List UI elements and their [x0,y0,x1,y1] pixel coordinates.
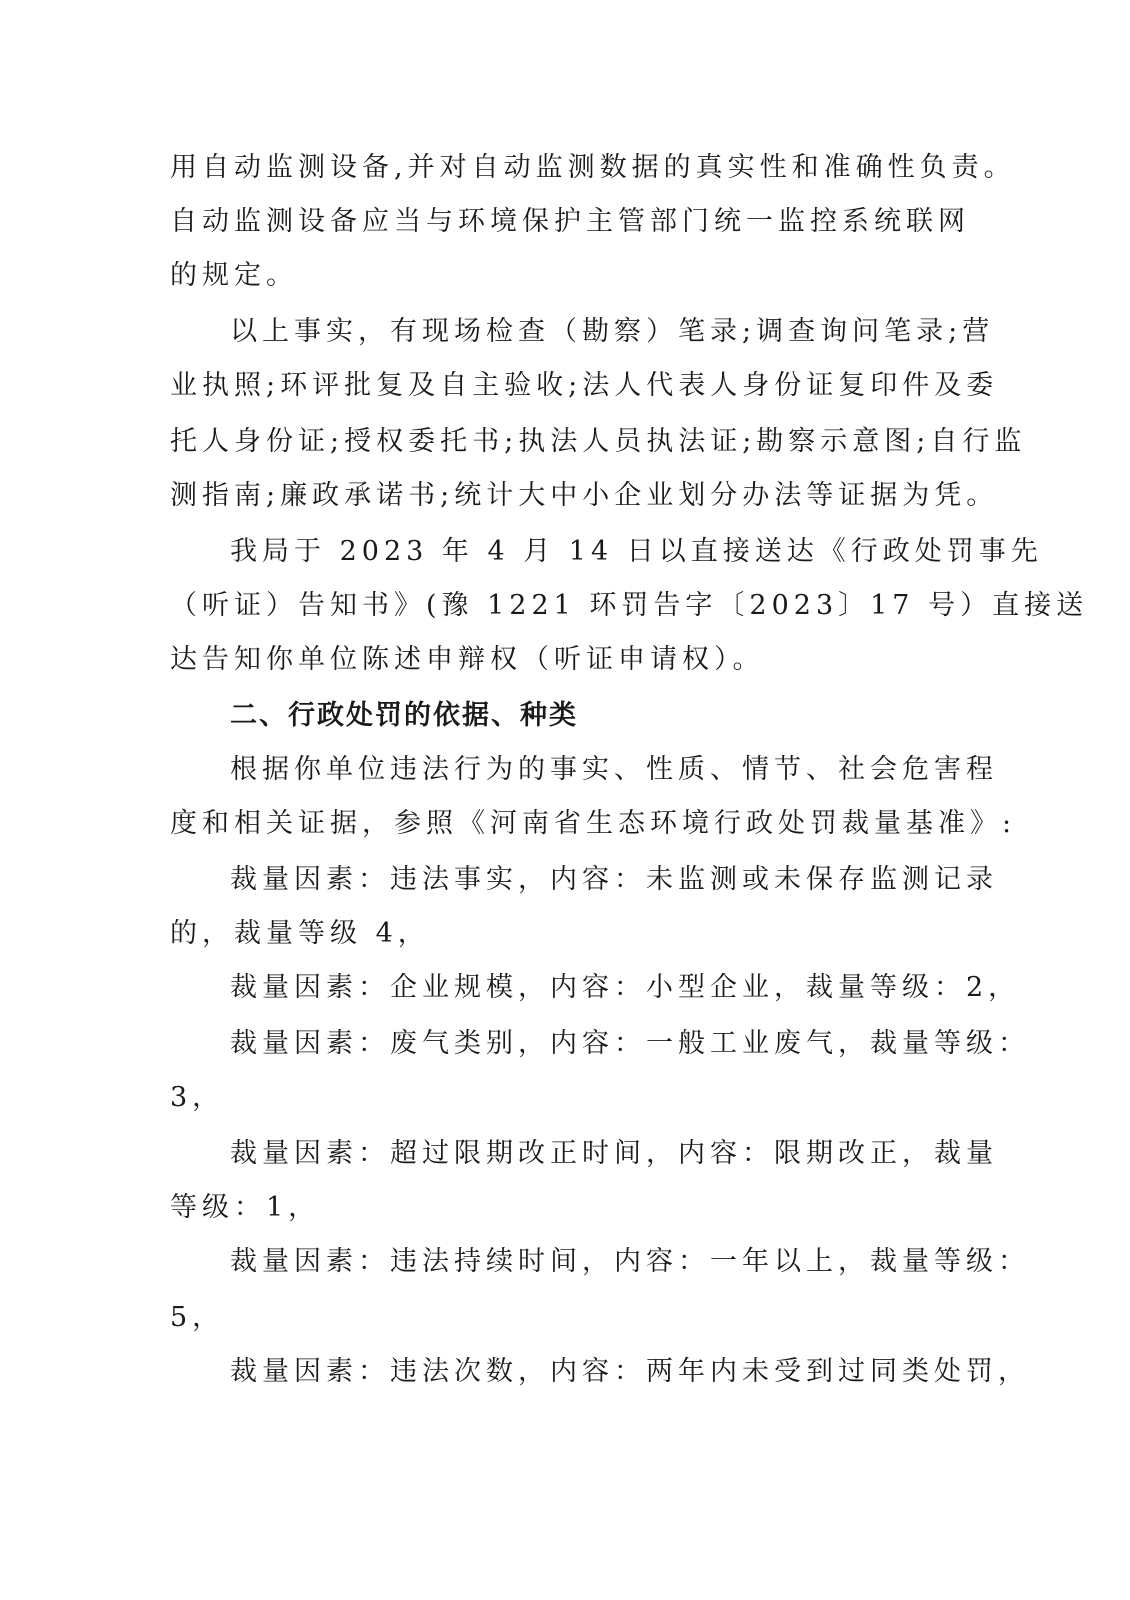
text-line-7: 测指南;廉政承诺书;统计大中小企业划分办法等证据为凭。 [170,480,999,511]
text-line-12: 根据你单位违法行为的事实、性质、情节、社会危害程 [230,754,998,785]
text-line-1: 用自动监测设备,并对自动监测数据的真实性和准确性负责。 [170,152,1016,183]
text-line-10: 达告知你单位陈述申辩权（听证申请权）。 [170,644,765,675]
text-line-15: 的，裁量等级 4， [170,918,430,949]
text-line-13: 度和相关证据，参照《河南省生态环境行政处罚裁量基准》: [170,808,1017,839]
text-line-16: 裁量因素：企业规模，内容：小型企业，裁量等级：2， [230,972,1021,1003]
text-line-18: 3， [170,1082,225,1113]
text-line-21: 裁量因素：违法持续时间，内容：一年以上，裁量等级： [230,1246,1030,1277]
text-line-2: 自动监测设备应当与环境保护主管部门统一监控系统联网 [170,206,970,237]
text-line-4: 以上事实，有现场检查（勘察）笔录;调查询问笔录;营 [230,316,995,347]
text-line-20: 等级：1， [170,1192,321,1223]
text-line-8: 我局于 2023 年 4 月 14 日以直接送达《行政处罚事先 [230,536,1043,567]
text-line-9: （听证）告知书》(豫 1221 环罚告字〔2023〕17 号）直接送 [170,590,1089,621]
text-line-14: 裁量因素：违法事实，内容：未监测或未保存监测记录 [230,864,998,895]
text-line-22: 5， [170,1302,225,1333]
text-line-19: 裁量因素：超过限期改正时间，内容：限期改正，裁量 [230,1138,998,1169]
text-line-23: 裁量因素：违法次数，内容：两年内未受到过同类处罚， [230,1356,1030,1387]
section-heading: 二、行政处罚的依据、种类 [230,700,578,731]
text-line-6: 托人身份证;授权委托书;执法人员执法证;勘察示意图;自行监 [170,426,1027,457]
text-line-3: 的规定。 [170,260,298,291]
text-line-5: 业执照;环评批复及自主验收;法人代表人身份证复印件及委 [170,370,999,401]
text-line-17: 裁量因素：废气类别，内容：一般工业废气，裁量等级： [230,1028,1030,1059]
